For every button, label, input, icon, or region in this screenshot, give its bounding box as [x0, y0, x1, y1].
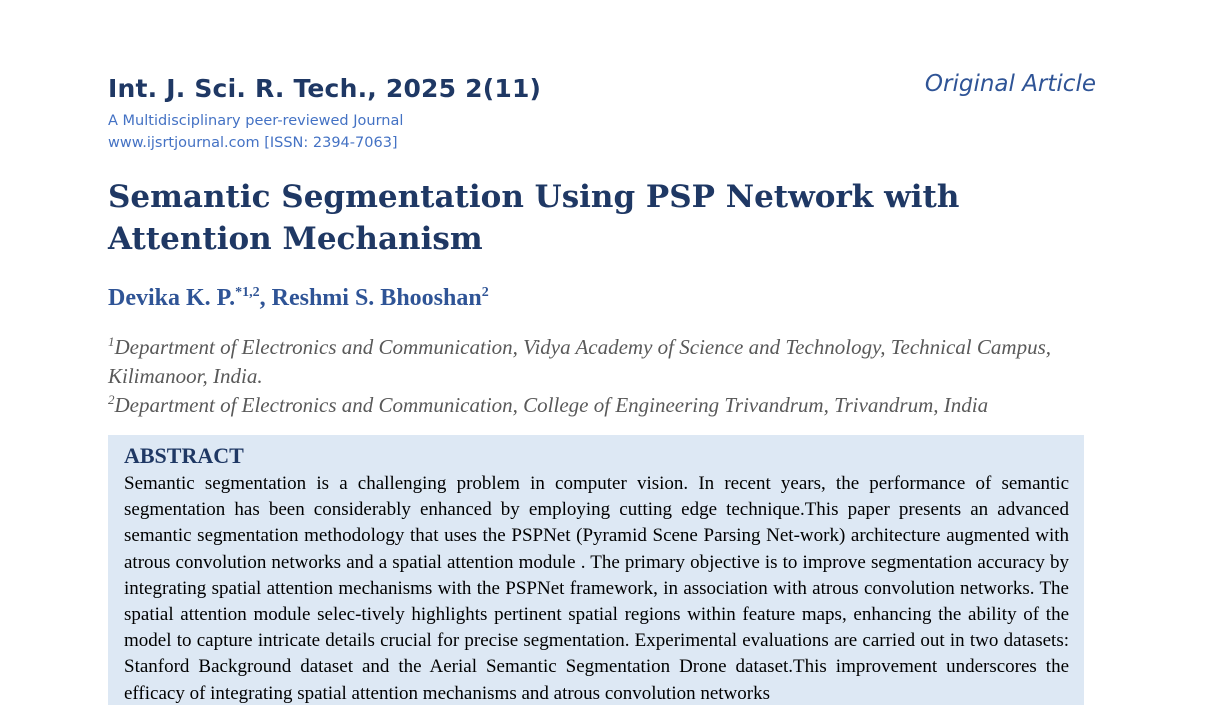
affiliation-text: Department of Electronics and Communication, College of Engineering Trivandrum, Trivandrum, India	[114, 393, 989, 417]
author-marks: 2	[481, 285, 489, 300]
journal-website[interactable]: www.ijsrtjournal.com [ISSN: 2394-7063]	[108, 135, 398, 151]
affiliation-2	[108, 385, 1108, 420]
author-name: Devika K. P.	[108, 285, 236, 311]
paper-title: Semantic Segmentation Using PSP Network with Attention Mechanism	[108, 179, 960, 257]
journal-title: Int. J. Sci. R. Tech., 2025 2(11)	[108, 74, 542, 103]
author-separator: ,	[259, 285, 272, 311]
journal-subtitle: A Multidisciplinary peer-reviewed Journal	[108, 113, 404, 129]
authors	[108, 285, 489, 312]
author-name: Reshmi S. Bhooshan	[271, 285, 482, 311]
affiliation-number: 1	[108, 334, 115, 349]
article-type: Original Article	[924, 71, 1096, 97]
author-marks: *1,2	[235, 285, 260, 300]
abstract-box	[108, 435, 1084, 705]
abstract-text: Semantic segmentation is a challenging problem in computer vision. In recent years, the performance of semantic segmentation has been considerably enhanced by employing cutting edge technique.This paper presents an advanced semantic segmentation methodology that uses the PSPNet (Pyramid Scene Parsing Net-work) architecture augmented with atrous convolution networks and a spatial attention module . The primary objective is to improve segmentation accuracy by integrating spatial attention mechanisms with the PSPNet framework, in association with atrous convolution networks. The spatial attention module selec-tively highlights pertinent spatial regions within feature maps, enhancing the ability of the model to capture intricate details crucial for precise segmentation. Experimental evaluations are carried out in two datasets: Stanford Background dataset and the Aerial Semantic Segmentation Drone dataset.This improvement underscores the efficacy of integrating spatial attention mechanisms and atrous convolution networks	[124, 473, 1069, 704]
abstract-heading: ABSTRACT	[124, 443, 244, 468]
affiliation-number: 2	[108, 392, 115, 407]
affiliation-text: Department of Electronics and Communication, Vidya Academy of Science and Technology, Technical Campus, Kilimanoor, India.	[108, 335, 1051, 388]
affiliation-1	[108, 327, 1108, 391]
